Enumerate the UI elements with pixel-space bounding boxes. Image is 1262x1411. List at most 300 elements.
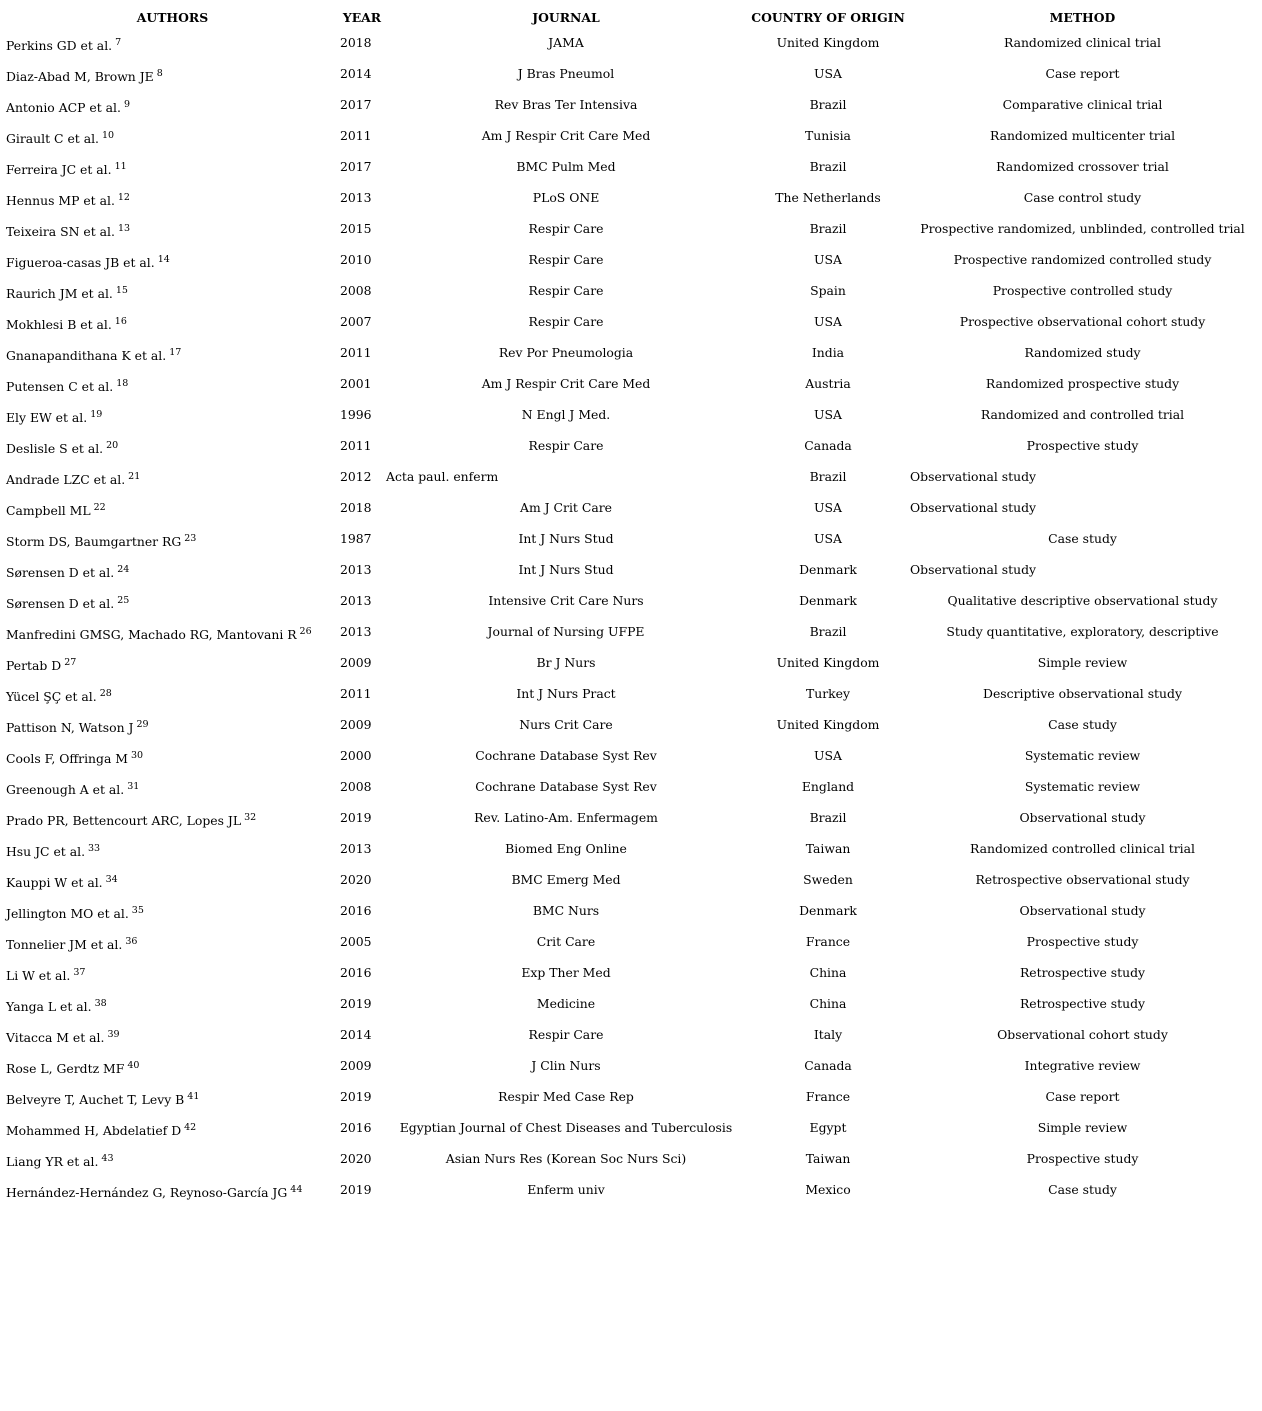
year-cell: 2014 xyxy=(340,1027,372,1042)
journal-cell: JAMA xyxy=(548,35,584,50)
year-cell: 2016 xyxy=(340,903,372,918)
reference-number: 21 xyxy=(128,471,141,482)
year-cell: 2008 xyxy=(340,283,372,298)
authors-text: Kauppi W et al. xyxy=(6,875,103,890)
authors-text: Putensen C et al. xyxy=(6,379,114,394)
year-cell: 2019 xyxy=(340,996,372,1011)
country-cell: Canada xyxy=(804,1058,852,1073)
method-cell: Simple review xyxy=(1037,655,1128,670)
country-cell: United Kingdom xyxy=(776,717,880,732)
authors-cell xyxy=(6,58,339,89)
country-cell: Brazil xyxy=(809,469,847,484)
authors-cell xyxy=(6,678,339,709)
year-cell: 2018 xyxy=(340,500,372,515)
authors-cell xyxy=(6,89,339,120)
year-cell: 2018 xyxy=(340,35,372,50)
country-cell: Denmark xyxy=(799,562,857,577)
year-cell: 1987 xyxy=(340,531,372,546)
authors-text: Storm DS, Baumgartner RG xyxy=(6,534,182,549)
authors-text: Sørensen D et al. xyxy=(6,596,115,611)
country-cell: USA xyxy=(814,66,842,81)
reference-number: 8 xyxy=(156,68,163,79)
table-row xyxy=(6,864,1256,895)
method-cell: Retrospective study xyxy=(1019,996,1146,1011)
table-row xyxy=(6,1174,1256,1205)
authors-text: Ely EW et al. xyxy=(6,410,88,425)
authors-text: Vitacca M et al. xyxy=(6,1030,105,1045)
table-row xyxy=(6,27,1256,58)
authors-text: Girault C et al. xyxy=(6,131,99,146)
method-cell: Prospective controlled study xyxy=(992,283,1173,298)
table-header xyxy=(6,7,1256,27)
authors-cell xyxy=(6,213,339,244)
journal-cell: Rev Bras Ter Intensiva xyxy=(494,97,638,112)
authors-text: Rose L, Gerdtz MF xyxy=(6,1061,125,1076)
reference-number: 10 xyxy=(102,130,115,141)
method-cell: Randomized multicenter trial xyxy=(989,128,1176,143)
authors-text: Figueroa-casas JB et al. xyxy=(6,255,155,270)
year-cell: 2013 xyxy=(340,593,372,608)
journal-cell: Respir Care xyxy=(528,1027,604,1042)
year-cell: 2005 xyxy=(340,934,372,949)
country-cell: Tunisia xyxy=(805,128,851,143)
method-cell: Case control study xyxy=(1023,190,1142,205)
authors-cell xyxy=(6,182,339,213)
country-cell: Taiwan xyxy=(805,841,851,856)
authors-cell xyxy=(6,585,339,616)
table-row xyxy=(6,461,1256,492)
method-cell: Prospective randomized controlled study xyxy=(953,252,1212,267)
country-cell: USA xyxy=(814,407,842,422)
journal-cell: Acta paul. enferm xyxy=(386,469,499,484)
authors-cell xyxy=(6,926,339,957)
year-cell: 2013 xyxy=(340,190,372,205)
method-cell: Case study xyxy=(1048,717,1117,732)
authors-text: Yücel ŞÇ et al. xyxy=(6,689,97,704)
reference-number: 38 xyxy=(94,998,107,1009)
method-cell: Observational study xyxy=(1019,810,1146,825)
country-cell: France xyxy=(805,1089,851,1104)
authors-cell xyxy=(6,988,339,1019)
authors-cell xyxy=(6,306,339,337)
method-header: METHOD xyxy=(1049,9,1116,25)
reference-number: 37 xyxy=(73,967,86,978)
country-cell: Brazil xyxy=(809,97,847,112)
authors-text: Hernández-Hernández G, Reynoso-García JG xyxy=(6,1185,288,1200)
table-row xyxy=(6,678,1256,709)
authors-cell xyxy=(6,1143,339,1174)
reference-number: 34 xyxy=(105,874,118,885)
reference-number: 26 xyxy=(299,626,312,637)
authors-text: Diaz-Abad M, Brown JE xyxy=(6,69,154,84)
authors-text: Perkins GD et al. xyxy=(6,38,113,53)
authors-cell xyxy=(6,492,339,523)
country-cell: Austria xyxy=(805,376,851,391)
authors-text: Mohammed H, Abdelatief D xyxy=(6,1123,182,1138)
authors-text: Pertab D xyxy=(6,658,62,673)
authors-text: Deslisle S et al. xyxy=(6,441,104,456)
method-cell: Prospective observational cohort study xyxy=(959,314,1206,329)
table-row xyxy=(6,368,1256,399)
method-cell: Systematic review xyxy=(1024,748,1141,763)
reference-number: 12 xyxy=(117,192,130,203)
journal-cell: Journal of Nursing UFPE xyxy=(487,624,645,639)
country-cell: Denmark xyxy=(799,593,857,608)
authors-text: Hsu JC et al. xyxy=(6,844,86,859)
method-cell: Randomized crossover trial xyxy=(996,159,1169,174)
country-cell: China xyxy=(809,965,847,980)
header-row xyxy=(6,7,1256,27)
year-cell: 2011 xyxy=(340,128,372,143)
table-row xyxy=(6,771,1256,802)
authors-text: Pattison N, Watson J xyxy=(6,720,134,735)
authors-cell xyxy=(6,1019,339,1050)
year-cell: 2013 xyxy=(340,624,372,639)
table-row xyxy=(6,306,1256,337)
table-row xyxy=(6,957,1256,988)
journal-cell: Rev Por Pneumologia xyxy=(498,345,634,360)
country-cell: Canada xyxy=(804,438,852,453)
method-cell: Systematic review xyxy=(1024,779,1141,794)
reference-number: 31 xyxy=(127,781,140,792)
country-header: COUNTRY OF ORIGIN xyxy=(751,9,905,25)
journal-header: JOURNAL xyxy=(532,9,600,25)
authors-text: Mokhlesi B et al. xyxy=(6,317,112,332)
country-cell: The Netherlands xyxy=(775,190,881,205)
method-cell: Case report xyxy=(1045,66,1120,81)
journal-cell: J Clin Nurs xyxy=(531,1058,601,1073)
year-cell: 2017 xyxy=(340,97,372,112)
reference-number: 23 xyxy=(184,533,197,544)
journal-cell: Am J Respir Crit Care Med xyxy=(481,128,651,143)
reference-number: 40 xyxy=(127,1060,140,1071)
journal-cell: Cochrane Database Syst Rev xyxy=(475,779,657,794)
authors-cell xyxy=(6,275,339,306)
authors-cell xyxy=(6,368,339,399)
journal-cell: Crit Care xyxy=(536,934,596,949)
authors-text: Cools F, Offringa M xyxy=(6,751,128,766)
year-header: YEAR xyxy=(342,9,382,25)
authors-cell xyxy=(6,120,339,151)
country-cell: USA xyxy=(814,531,842,546)
country-cell: USA xyxy=(814,252,842,267)
authors-cell xyxy=(6,864,339,895)
reference-number: 42 xyxy=(184,1122,197,1133)
year-cell: 2009 xyxy=(340,655,372,670)
method-cell: Descriptive observational study xyxy=(983,686,1182,701)
authors-cell xyxy=(6,244,339,275)
reference-number: 22 xyxy=(93,502,106,513)
authors-text: Belveyre T, Auchet T, Levy B xyxy=(6,1092,185,1107)
table-row xyxy=(6,1050,1256,1081)
table-row xyxy=(6,802,1256,833)
year-cell: 2015 xyxy=(340,221,372,236)
table-row xyxy=(6,833,1256,864)
authors-text: Teixeira SN et al. xyxy=(6,224,115,239)
year-cell: 2011 xyxy=(340,345,372,360)
table-row xyxy=(6,275,1256,306)
method-cell: Comparative clinical trial xyxy=(1002,97,1163,112)
table-row xyxy=(6,709,1256,740)
authors-cell xyxy=(6,647,339,678)
reference-number: 7 xyxy=(115,37,122,48)
method-cell: Observational study xyxy=(910,500,1037,515)
reference-number: 43 xyxy=(101,1153,114,1164)
year-cell: 2016 xyxy=(340,1120,372,1135)
reference-number: 16 xyxy=(114,316,127,327)
table-row xyxy=(6,1112,1256,1143)
country-cell: Brazil xyxy=(809,624,847,639)
table-row xyxy=(6,120,1256,151)
authors-cell xyxy=(6,1174,339,1205)
method-cell: Randomized prospective study xyxy=(985,376,1180,391)
table-row xyxy=(6,926,1256,957)
journal-cell: Respir Care xyxy=(528,221,604,236)
country-cell: China xyxy=(809,996,847,1011)
table-row xyxy=(6,58,1256,89)
table-row xyxy=(6,895,1256,926)
year-cell: 2001 xyxy=(340,376,372,391)
reference-number: 13 xyxy=(117,223,131,234)
country-cell: Italy xyxy=(813,1027,843,1042)
method-cell: Randomized study xyxy=(1024,345,1141,360)
authors-cell xyxy=(6,27,339,58)
country-cell: England xyxy=(801,779,855,794)
journal-cell: Enferm univ xyxy=(527,1182,605,1197)
reference-number: 20 xyxy=(106,440,119,451)
studies-table xyxy=(6,7,1256,1205)
table-row xyxy=(6,89,1256,120)
country-cell: Brazil xyxy=(809,810,847,825)
authors-text: Tonnelier JM et al. xyxy=(6,937,123,952)
table-row xyxy=(6,213,1256,244)
authors-cell xyxy=(6,957,339,988)
table-row xyxy=(6,1019,1256,1050)
authors-cell xyxy=(6,554,339,585)
table-row xyxy=(6,585,1256,616)
journal-cell: Biomed Eng Online xyxy=(505,841,627,856)
reference-number: 30 xyxy=(130,750,144,761)
country-cell: Spain xyxy=(810,283,846,298)
table-row xyxy=(6,430,1256,461)
year-cell: 2007 xyxy=(340,314,372,329)
country-cell: Egypt xyxy=(809,1120,847,1135)
authors-text: Prado PR, Bettencourt ARC, Lopes JL xyxy=(6,813,242,828)
method-cell: Observational study xyxy=(910,469,1037,484)
reference-number: 35 xyxy=(131,905,144,916)
journal-cell: Exp Ther Med xyxy=(521,965,611,980)
country-cell: USA xyxy=(814,314,842,329)
journal-cell: Rev. Latino-Am. Enfermagem xyxy=(474,810,658,825)
authors-text: Greenough A et al. xyxy=(6,782,125,797)
year-cell: 2019 xyxy=(340,1089,372,1104)
table-row xyxy=(6,1081,1256,1112)
journal-cell: Am J Respir Crit Care Med xyxy=(481,376,651,391)
journal-cell: Asian Nurs Res (Korean Soc Nurs Sci) xyxy=(445,1151,687,1166)
country-cell: United Kingdom xyxy=(776,655,880,670)
reference-number: 24 xyxy=(117,564,130,575)
journal-cell: Respir Care xyxy=(528,314,604,329)
journal-cell: J Bras Pneumol xyxy=(517,66,615,81)
year-cell: 2013 xyxy=(340,562,372,577)
authors-text: Yanga L et al. xyxy=(6,999,92,1014)
country-cell: Brazil xyxy=(809,159,847,174)
country-cell: USA xyxy=(814,500,842,515)
table-row xyxy=(6,492,1256,523)
journal-cell: PLoS ONE xyxy=(532,190,600,205)
journal-cell: Am J Crit Care xyxy=(520,500,612,515)
method-cell: Observational study xyxy=(1019,903,1146,918)
year-cell: 2013 xyxy=(340,841,372,856)
authors-cell xyxy=(6,1081,339,1112)
journal-cell: Medicine xyxy=(536,996,596,1011)
year-cell: 2011 xyxy=(340,438,372,453)
reference-number: 9 xyxy=(123,99,130,110)
method-cell: Retrospective observational study xyxy=(975,872,1190,887)
reference-number: 11 xyxy=(114,161,127,172)
year-cell: 2012 xyxy=(340,469,372,484)
table-row xyxy=(6,647,1256,678)
journal-cell: Respir Care xyxy=(528,252,604,267)
table-row xyxy=(6,988,1256,1019)
authors-cell xyxy=(6,709,339,740)
journal-cell: Respir Care xyxy=(528,283,604,298)
country-cell: France xyxy=(805,934,851,949)
table-body xyxy=(6,27,1256,1205)
year-cell: 2011 xyxy=(340,686,372,701)
method-cell: Prospective study xyxy=(1026,438,1139,453)
year-cell: 2020 xyxy=(340,872,372,887)
method-cell: Qualitative descriptive observational study xyxy=(947,593,1218,608)
method-cell: Retrospective study xyxy=(1019,965,1146,980)
method-cell: Randomized clinical trial xyxy=(1003,35,1162,50)
country-cell: Turkey xyxy=(805,686,850,701)
authors-cell xyxy=(6,616,339,647)
reference-number: 14 xyxy=(157,254,170,265)
authors-cell xyxy=(6,740,339,771)
reference-number: 39 xyxy=(107,1029,120,1040)
reference-number: 17 xyxy=(169,347,182,358)
table-row xyxy=(6,337,1256,368)
year-cell: 2017 xyxy=(340,159,372,174)
reference-number: 44 xyxy=(290,1184,303,1195)
journal-cell: Br J Nurs xyxy=(536,655,596,670)
authors-text: Campbell ML xyxy=(6,503,91,518)
year-cell: 1996 xyxy=(340,407,372,422)
authors-header: AUTHORS xyxy=(136,9,209,25)
reference-number: 28 xyxy=(99,688,112,699)
country-cell: Denmark xyxy=(799,903,857,918)
method-cell: Prospective study xyxy=(1026,934,1139,949)
table-row xyxy=(6,523,1256,554)
journal-cell: BMC Pulm Med xyxy=(516,159,616,174)
year-cell: 2010 xyxy=(340,252,372,267)
country-cell: USA xyxy=(814,748,842,763)
authors-cell xyxy=(6,151,339,182)
country-cell: Taiwan xyxy=(805,1151,851,1166)
authors-text: Hennus MP et al. xyxy=(6,193,115,208)
journal-cell: Respir Care xyxy=(528,438,604,453)
table-row xyxy=(6,182,1256,213)
year-cell: 2016 xyxy=(340,965,372,980)
method-cell: Case report xyxy=(1045,1089,1120,1104)
authors-cell xyxy=(6,802,339,833)
authors-cell xyxy=(6,430,339,461)
reference-number: 18 xyxy=(116,378,129,389)
year-cell: 2020 xyxy=(340,1151,372,1166)
year-cell: 2000 xyxy=(340,748,372,763)
method-cell: Study quantitative, exploratory, descriptive xyxy=(946,624,1219,639)
table-row xyxy=(6,151,1256,182)
journal-cell: BMC Nurs xyxy=(532,903,600,918)
authors-cell xyxy=(6,461,339,492)
method-cell: Prospective study xyxy=(1026,1151,1139,1166)
method-cell: Randomized and controlled trial xyxy=(980,407,1185,422)
authors-cell xyxy=(6,1050,339,1081)
table-row xyxy=(6,554,1256,585)
journal-cell: BMC Emerg Med xyxy=(511,872,621,887)
table-row xyxy=(6,244,1256,275)
reference-number: 29 xyxy=(136,719,149,730)
country-cell: United Kingdom xyxy=(776,35,880,50)
year-cell: 2019 xyxy=(340,1182,372,1197)
year-cell: 2019 xyxy=(340,810,372,825)
reference-number: 41 xyxy=(187,1091,200,1102)
authors-text: Liang YR et al. xyxy=(6,1154,99,1169)
method-cell: Prospective randomized, unblinded, controlled trial xyxy=(920,221,1245,236)
reference-number: 27 xyxy=(64,657,77,668)
method-cell: Case study xyxy=(1048,531,1117,546)
method-cell: Observational study xyxy=(910,562,1037,577)
authors-text: Gnanapandithana K et al. xyxy=(6,348,167,363)
authors-text: Manfredini GMSG, Machado RG, Mantovani R xyxy=(6,627,297,642)
journal-cell: Cochrane Database Syst Rev xyxy=(475,748,657,763)
year-cell: 2009 xyxy=(340,1058,372,1073)
year-cell: 2014 xyxy=(340,66,372,81)
journal-cell: Nurs Crit Care xyxy=(519,717,613,732)
authors-cell xyxy=(6,1112,339,1143)
authors-cell xyxy=(6,337,339,368)
journal-cell: Int J Nurs Pract xyxy=(516,686,616,701)
journal-cell: Egyptian Journal of Chest Diseases and Tuberculosis xyxy=(399,1120,733,1135)
method-cell: Case study xyxy=(1048,1182,1117,1197)
authors-cell xyxy=(6,833,339,864)
journal-cell: N Engl J Med. xyxy=(521,407,611,422)
method-cell: Observational cohort study xyxy=(997,1027,1168,1042)
country-cell: India xyxy=(811,345,845,360)
table-row xyxy=(6,1143,1256,1174)
authors-cell xyxy=(6,523,339,554)
authors-text: Antonio ACP et al. xyxy=(6,100,121,115)
reference-number: 25 xyxy=(117,595,130,606)
table-row xyxy=(6,616,1256,647)
authors-cell xyxy=(6,399,339,430)
authors-cell xyxy=(6,895,339,926)
reference-number: 15 xyxy=(115,285,128,296)
method-cell: Integrative review xyxy=(1024,1058,1141,1073)
authors-text: Li W et al. xyxy=(6,968,71,983)
journal-cell: Int J Nurs Stud xyxy=(518,562,614,577)
year-cell: 2008 xyxy=(340,779,372,794)
authors-text: Ferreira JC et al. xyxy=(6,162,112,177)
table-row xyxy=(6,399,1256,430)
journal-cell: Intensive Crit Care Nurs xyxy=(488,593,644,608)
country-cell: Sweden xyxy=(803,872,853,887)
authors-text: Raurich JM et al. xyxy=(6,286,113,301)
country-cell: Brazil xyxy=(809,221,847,236)
journal-cell: Respir Med Case Rep xyxy=(498,1089,634,1104)
reference-number: 33 xyxy=(88,843,101,854)
